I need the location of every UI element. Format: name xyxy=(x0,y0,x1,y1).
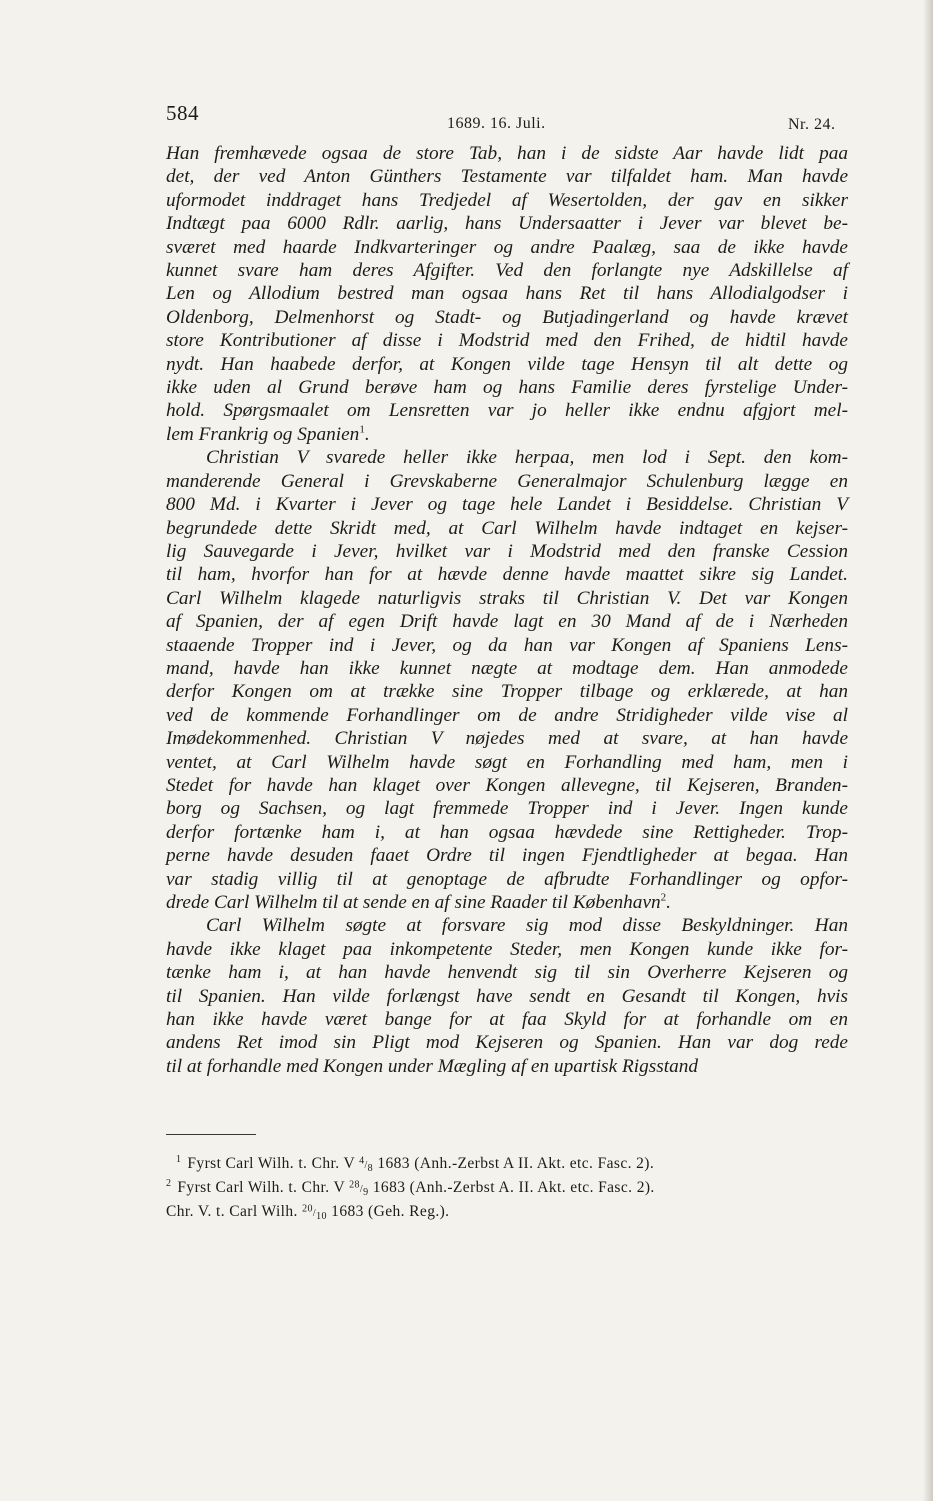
text-line: kunnet svare ham deres Afgifter. Ved den forlangte nye Adskillelse af xyxy=(166,260,848,282)
footnote-text: 1683 (Anh.-Zerbst A II. Akt. etc. Fasc. 2). xyxy=(377,1155,655,1172)
body-text xyxy=(166,142,848,1078)
footnote-mark: 1 xyxy=(176,1153,182,1165)
text-line: ikke uden al Grund berøve ham og hans Familie deres fyrstelige Under- xyxy=(166,377,848,399)
footnote-text: 1683 (Geh. Reg.). xyxy=(331,1203,450,1220)
text-line: Oldenborg, Delmenhorst og Stadt- og Butjadingerland og havde krævet xyxy=(166,306,848,328)
text-line: Han fremhævede ogsaa de store Tab, han i de sidste Aar havde lidt paa xyxy=(166,143,848,164)
date-fraction: $^4/_8$ xyxy=(359,1155,374,1174)
text-line: han ikke havde været bange for at faa Skyld for at forhandle om en xyxy=(166,1009,848,1031)
text-line: lem Frankrig og Spanien xyxy=(166,423,360,445)
text-line: manderende General i Grevskaberne Generalmajor Schulenburg lægge en xyxy=(166,470,848,492)
fraction-numerator: 20 xyxy=(302,1203,313,1215)
footnote-divider xyxy=(166,1134,256,1135)
text-line: ventet, at Carl Wilhelm havde søgt en Forhandling med ham, men i xyxy=(166,751,848,773)
running-head: 1689. 16. Juli. xyxy=(447,115,546,132)
text-line: af Spanien, der af egen Drift havde lagt en 30 Mand af de i Nærheden xyxy=(166,611,848,633)
text-line: derfor Kongen om at trække sine Tropper tilbage og erklærede, at han xyxy=(166,681,848,703)
date-fraction: $^{20}/_{10}$ xyxy=(302,1203,327,1222)
paragraph-end-line xyxy=(166,423,848,446)
text-line: hold. Spørgsmaalet om Lensretten var jo heller ikke endnu afgjort mel- xyxy=(166,400,848,422)
text-line: tænke ham i, at han havde henvendt sig til sin Overherre Kejseren og xyxy=(166,962,848,984)
footnote-2-continued xyxy=(166,1201,848,1225)
footnote-mark: 2 xyxy=(166,1177,172,1189)
text-line: nydt. Han haabede derfor, at Kongen vilde tage Hensyn til alt dette og xyxy=(166,353,848,375)
line-period: . xyxy=(666,892,671,913)
text-line: derfor fortænke ham i, at han ogsaa hævdede sine Rettigheder. Trop- xyxy=(166,821,848,843)
text-line: sværet med haarde Indkvarteringer og andre Paalæg, saa de ikke havde xyxy=(166,236,848,258)
line-period: . xyxy=(364,423,370,445)
fraction-denominator: 9 xyxy=(363,1187,369,1198)
text-line: lig Sauvegarde i Jever, hvilket var i Modstrid med den franske Cession xyxy=(166,540,848,562)
text-line: Len og Allodium bestred man ogsaa hans Ret til hans Allodialgodser i xyxy=(166,283,848,305)
text-line: til at forhandle med Kongen under Mægling af en upartisk Rigsstand xyxy=(166,1055,699,1077)
footnote-text: Fyrst Carl Wilh. t. Chr. V xyxy=(187,1155,355,1172)
footnote-text: 1683 (Anh.-Zerbst A. II. Akt. etc. Fasc. 2). xyxy=(372,1179,655,1196)
text-line: begrundede dette Skridt med, at Carl Wilhelm havde indtaget en kejser- xyxy=(166,517,848,539)
page-edge-shadow xyxy=(923,0,933,1501)
text-line: Indtægt paa 6000 Rdlr. aarlig, hans Undersaatter i Jever var blevet be- xyxy=(166,213,848,235)
text-line: Carl Wilhelm klagede naturligvis straks til Christian V. Det var Kongen xyxy=(166,587,848,609)
text-line: perne havde desuden faaet Ordre til ingen Fjendtligheder at begaa. Han xyxy=(166,845,848,867)
fraction-numerator: 4 xyxy=(359,1155,365,1167)
footnote-text: Chr. V. t. Carl Wilh. xyxy=(166,1203,298,1220)
text-line: Carl Wilhelm søgte at forsvare sig mod disse Beskyldninger. Han xyxy=(206,915,848,937)
page-header xyxy=(0,101,933,135)
fraction-denominator: 8 xyxy=(367,1163,374,1174)
text-line: var stadig villig til at genoptage de afbrudte Forhandlinger og opfor- xyxy=(166,868,848,890)
text-line: Stedet for havde han klaget over Kongen allevegne, til Kejseren, Branden- xyxy=(166,774,848,796)
text-line: uformodet inddraget hans Tredjedel af Wesertolden, der gav en sikker xyxy=(166,189,848,211)
text-line: det, der ved Anton Günthers Testamente var tilfaldet ham. Man havde xyxy=(166,166,848,188)
footnote-1 xyxy=(166,1153,848,1177)
footnote-2 xyxy=(166,1177,848,1201)
text-line: Imødekommenhed. Christian V nøjedes med at svare, at han havde xyxy=(166,728,848,750)
paragraph-end-line xyxy=(166,891,848,914)
text-line: til Spanien. Han vilde forlængst have sendt en Gesandt til Kongen, hvis xyxy=(166,985,848,1007)
text-line: havde ikke klaget paa inkompetente Steder, men Kongen kunde ikke for- xyxy=(166,938,848,960)
text-line: drede Carl Wilhelm til at sende en af sine Raader til København xyxy=(166,892,661,913)
text-line: 800 Md. i Kvarter i Jever og tage hele Landet i Besiddelse. Christian V xyxy=(166,494,848,516)
text-line: borg og Sachsen, og lagt fremmede Tropper ind i Jever. Ingen kunde xyxy=(166,798,848,820)
page-number: 584 xyxy=(166,101,199,125)
date-fraction: $^{28}/_9$ xyxy=(349,1179,369,1198)
text-line: ved de kommende Forhandlinger om de andre Stridigheder vilde vise al xyxy=(166,704,848,726)
footnote-ref-1[interactable]: 1 xyxy=(359,423,365,436)
footnotes xyxy=(166,1153,848,1225)
text-line: mand, havde han ikke kunnet nægte at modtage dem. Han anmodede xyxy=(166,657,848,679)
text-line: Christian V svarede heller ikke herpaa, men lod i Sept. den kom- xyxy=(206,447,848,469)
text-line: andens Ret imod sin Pligt mod Kejseren og Spanien. Han var dog rede xyxy=(166,1032,848,1054)
document-number: Nr. 24. xyxy=(788,116,836,133)
text-line: store Kontributioner af disse i Modstrid med den Frihed, de hidtil havde xyxy=(166,330,848,352)
footnote-text: Fyrst Carl Wilh. t. Chr. V xyxy=(177,1179,345,1196)
fraction-denominator: 10 xyxy=(316,1211,327,1222)
text-line: staaende Tropper ind i Jever, og da han var Kongen af Spaniens Lens- xyxy=(166,634,848,656)
text-line: til ham, hvorfor han for at hævde denne havde maattet sikre sig Landet. xyxy=(166,564,848,586)
footnote-ref-2[interactable]: 2 xyxy=(660,891,667,904)
fraction-numerator: 28 xyxy=(349,1179,360,1191)
